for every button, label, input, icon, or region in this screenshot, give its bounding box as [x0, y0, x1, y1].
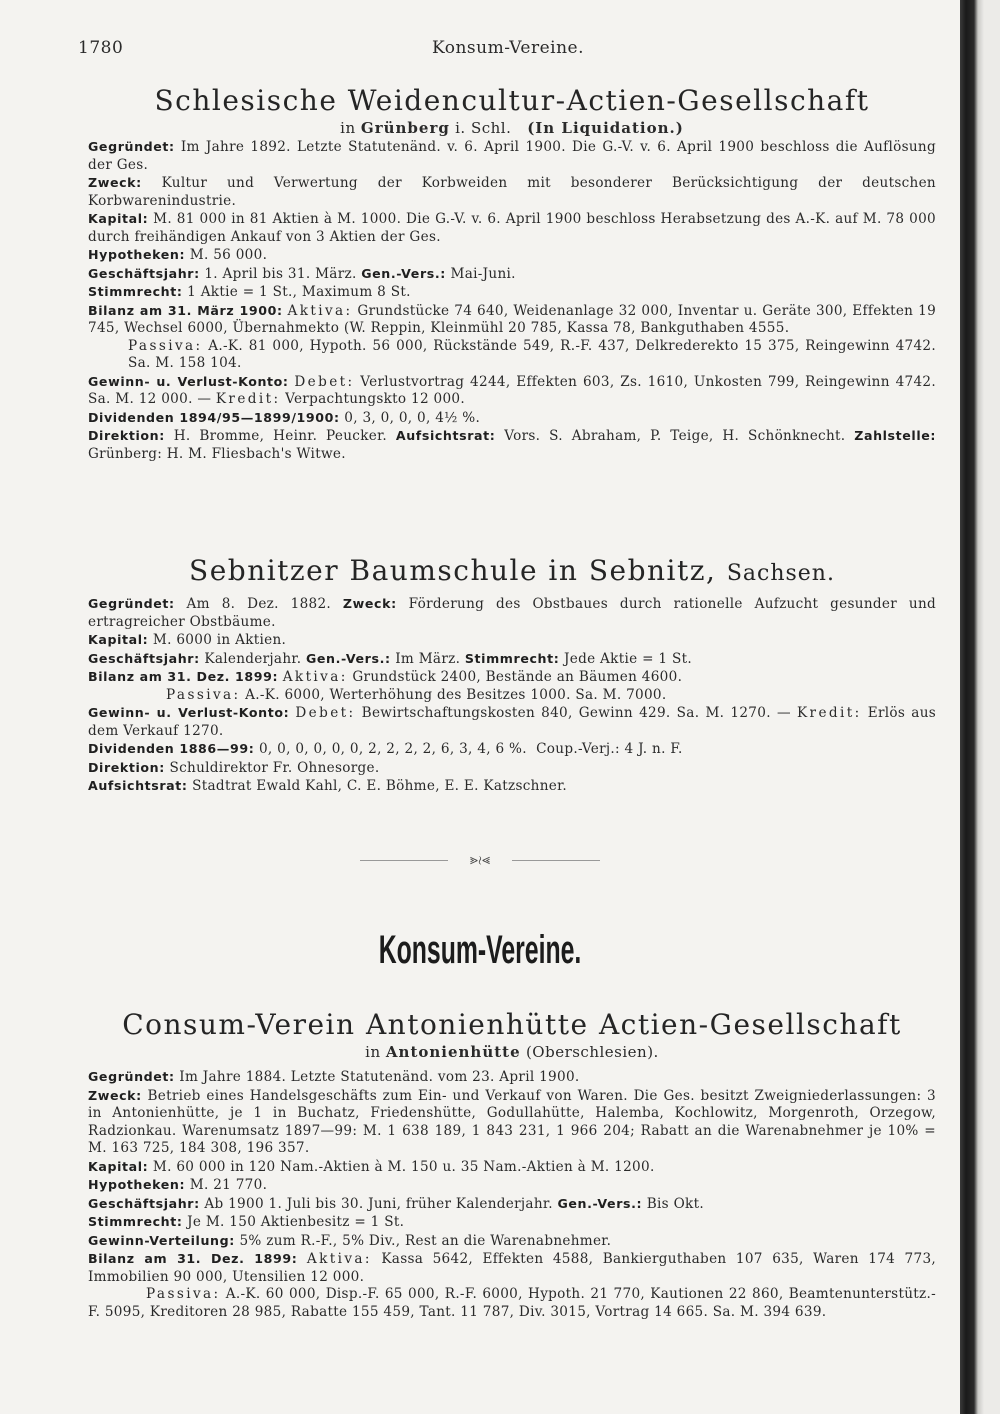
passiva-paragraph [88, 1286, 936, 1321]
kapital-paragraph [88, 1158, 936, 1177]
direktion-paragraph [88, 427, 936, 463]
kapital-paragraph [88, 210, 936, 246]
gewinnverteilung-paragraph [88, 1232, 936, 1251]
passiva-text: A.-K. 81 000, Hypoth. 56 000, Rückstände 549, R.-F. 437, Delkrederekto 15 375, Reingewinn 4742. Sa. M. 158 104. [128, 337, 937, 371]
location-suffix: (Oberschlesien). [525, 1043, 659, 1061]
location-prefix: in [365, 1043, 381, 1061]
section-heading: Konsum-Vereine. [378, 928, 582, 972]
stimmrecht-label: Stimmrecht: [88, 284, 183, 299]
entry-body [88, 138, 936, 463]
guv-label: Gewinn- u. Verlust-Konto: [88, 373, 289, 389]
hypotheken-paragraph [88, 1176, 936, 1195]
page-header [78, 38, 938, 58]
gegruendet-paragraph [88, 1068, 936, 1087]
gegruendet-paragraph [88, 138, 936, 174]
genvers-text: Mai-Juni. [450, 265, 516, 282]
stimmrecht-paragraph [88, 1213, 936, 1232]
entry-location [88, 1042, 936, 1062]
gegruendet-text: Am 8. Dez. 1882. [186, 596, 332, 612]
entry-sebnitzer-baumschule [88, 554, 936, 796]
passiva-paragraph [88, 338, 936, 373]
entry-title: Consum-Verein Antonienhütte Actien-Gesellschaft [122, 1008, 902, 1041]
debet-label: Debet: [295, 705, 356, 721]
direktion-paragraph [88, 759, 936, 778]
location-name: Grünberg [360, 119, 450, 137]
aktiva-text: Grundstück 2400, Bestände an Bäumen 4600. [352, 669, 683, 685]
hypotheken-label: Hypotheken: [88, 1177, 186, 1192]
entry-title-main: Sebnitzer Baumschule in Sebnitz, [189, 554, 717, 587]
hypotheken-text: M. 56 000. [189, 247, 268, 263]
passiva-label: Passiva: [128, 337, 203, 354]
aktiva-text: Kassa 5642, Effekten 4588, Bankierguthaben 107 635, Waren 174 773, Immobilien 90 000, Utensilien 12 000. [88, 1251, 937, 1285]
zahlstelle-label: Zahlstelle: [854, 428, 937, 443]
entry-title: Schlesische Weidencultur-Actien-Gesellschaft [154, 84, 870, 117]
dividenden-label: Dividenden 1894/95—1899/1900: [88, 409, 340, 425]
passiva-paragraph [88, 687, 936, 705]
location-name: Antonienhütte [385, 1043, 521, 1061]
kredit-text: Erlös aus dem Verkauf 1270. [88, 705, 937, 739]
zweck-paragraph [88, 174, 936, 210]
liquidation-status: (In Liquidation.) [527, 119, 684, 137]
genvers-text: Bis Okt. [646, 1195, 704, 1212]
entry-schlesische-weidencultur [88, 84, 936, 463]
passiva-label: Passiva: [166, 686, 241, 703]
debet-label: Debet: [294, 373, 355, 390]
direktion-text: H. Bromme, Heinr. Peucker. [173, 428, 388, 444]
zweck-text: Betrieb eines Handelsgeschäfts zum Ein- und Verkauf von Waren. Die Ges. besitzt Zweigniederlassungen: 3 in Antonienhütte, je 1 in Buchatz, Friedenshütte, Godullahütte, Halemba, Kochlowitz, Morgenroth, Orzegow, Radzionkau. Warenumsatz 1897—99: M. 1 638 189, 1 843 231, 1 966 204; Rabatt an die Warenabnehmer je 10% = M. 163 725, 184 308, 196 357. [88, 1087, 936, 1156]
divider-line-left [360, 860, 448, 861]
genvers-label: Gen.-Vers.: [557, 1195, 643, 1211]
passiva-label: Passiva: [146, 1286, 221, 1302]
stimmrecht-text: Jede Aktie = 1 St. [563, 650, 692, 667]
genvers-label: Gen.-Vers.: [361, 265, 446, 281]
zweck-label: Zweck: [88, 1087, 142, 1103]
guv-paragraph [88, 704, 936, 740]
genvers-label: Gen.-Vers.: [305, 650, 391, 666]
aufsichtsrat-label: Aufsichtsrat: [88, 778, 188, 793]
kapital-paragraph [88, 631, 936, 650]
direktion-label: Direktion: [88, 759, 165, 775]
gewinnverteilung-text: 5% zum R.-F., 5% Div., Rest an die Warenabnehmer. [239, 1232, 612, 1249]
page-number: 1780 [78, 38, 124, 58]
geschaeftsjahr-text: 1. April bis 31. März. [204, 265, 357, 282]
stimmrecht-paragraph [88, 283, 936, 302]
aktiva-text: Grundstücke 74 640, Weidenanlage 32 000, Inventar u. Geräte 300, Effekten 19 745, Wechsel 6000, Übernahmekto (W. Reppin, Kleinmühl 20 785, Kassa 78, Bankguthaben 4555. [88, 302, 937, 336]
entry-title-sub: Sachsen. [726, 561, 835, 586]
stimmrecht-text: Je M. 150 Aktienbesitz = 1 St. [187, 1214, 405, 1230]
aktiva-label: Aktiva: [287, 302, 353, 319]
dividenden-text: 0, 0, 0, 0, 0, 0, 2, 2, 2, 2, 6, 3, 4, 6 %. [258, 741, 527, 757]
stimmrecht-label: Stimmrecht: [464, 650, 560, 666]
zweck-text: Kultur und Verwertung der Korbweiden mit besonderer Berücksichtigung der deutschen Korbwarenindustrie. [88, 175, 936, 209]
kapital-label: Kapital: [88, 632, 149, 647]
ornament-glyph: ⪢≀⪡ [470, 852, 490, 868]
entry-consum-verein-antonienhuette [88, 1008, 936, 1321]
coupon-text: Coup.-Verj.: 4 J. n. F. [536, 741, 683, 757]
aufsichtsrat-label: Aufsichtsrat: [395, 428, 496, 443]
section-divider-ornament [360, 848, 600, 872]
zweck-text: Förderung des Obstbaues durch rationelle Aufzucht gesunder und ertragreicher Obstbäume. [88, 596, 937, 630]
kapital-label: Kapital: [88, 211, 149, 226]
geschaeftsjahr-text: Kalenderjahr. [204, 650, 302, 667]
hypotheken-paragraph [88, 246, 936, 265]
geschaeftsjahr-label: Geschäftsjahr: [88, 1195, 200, 1211]
aktiva-label: Aktiva: [282, 669, 348, 685]
kredit-text: Verpachtungskto 12 000. [285, 391, 466, 407]
bilanz-paragraph [88, 668, 936, 687]
gegruendet-paragraph [88, 595, 936, 631]
zweck-paragraph [88, 1087, 936, 1158]
geschaeftsjahr-paragraph [88, 650, 936, 669]
geschaeftsjahr-paragraph [88, 1195, 936, 1214]
gegruendet-text: Im Jahre 1884. Letzte Statutenänd. vom 23. April 1900. [179, 1069, 580, 1085]
geschaeftsjahr-label: Geschäftsjahr: [88, 650, 200, 666]
gegruendet-label: Gegründet: [88, 139, 175, 154]
gegruendet-label: Gegründet: [88, 1069, 175, 1084]
debet-text: Verlustvortrag 4244, Effekten 603, Zs. 1610, Unkosten 799, Reingewinn 4742. Sa. M. 12 000. — [88, 373, 936, 407]
dividenden-paragraph [88, 740, 936, 759]
zweck-label: Zweck: [342, 596, 397, 611]
kredit-label: Kredit: [215, 391, 281, 407]
entry-body [88, 595, 936, 796]
kapital-text: M. 81 000 in 81 Aktien à M. 1000. Die G.-V. v. 6. April 1900 beschloss Herabsetzung des A.-K. auf M. 78 000 durch freihändigen Ankauf von 3 Aktien der Ges. [88, 211, 936, 245]
kredit-label: Kredit: [797, 705, 862, 721]
stimmrecht-label: Stimmrecht: [88, 1214, 183, 1229]
direktion-label: Direktion: [88, 428, 165, 443]
gewinnverteilung-label: Gewinn-Verteilung: [88, 1232, 235, 1248]
guv-paragraph [88, 373, 936, 409]
aktiva-label: Aktiva: [306, 1251, 372, 1267]
gegruendet-text: Im Jahre 1892. Letzte Statutenänd. v. 6. April 1900. Die G.-V. v. 6. April 1900 beschloss die Auflösung der Ges. [88, 139, 936, 173]
kapital-text: M. 60 000 in 120 Nam.-Aktien à M. 150 u. 35 Nam.-Aktien à M. 1200. [152, 1158, 655, 1175]
aufsichtsrat-text: Vors. S. Abraham, P. Teige, H. Schönknecht. [504, 428, 846, 444]
geschaeftsjahr-text: Ab 1900 1. Juli bis 30. Juni, früher Kalenderjahr. [204, 1195, 553, 1212]
location-suffix: i. Schl. [455, 119, 512, 137]
geschaeftsjahr-paragraph [88, 265, 936, 284]
bilanz-label: Bilanz am 31. Dez. 1899: [88, 669, 279, 684]
guv-label: Gewinn- u. Verlust-Konto: [88, 705, 290, 720]
hypotheken-text: M. 21 770. [189, 1177, 268, 1193]
dividenden-text: 0, 3, 0, 0, 0, 4½ %. [344, 409, 481, 426]
bilanz-paragraph [88, 1250, 936, 1286]
zahlstelle-text: Grünberg: H. M. Fliesbach's Witwe. [88, 445, 346, 462]
stimmrecht-text: 1 Aktie = 1 St., Maximum 8 St. [187, 284, 411, 300]
entry-title [88, 554, 936, 591]
passiva-text: A.-K. 60 000, Disp.-F. 65 000, R.-F. 6000, Hypoth. 21 770, Kautionen 22 860, Beamtenunterstütz.-F. 5095, Kreditoren 28 985, Rabatte 155 459, Tant. 11 787, Div. 3015, Vortrag 14 665. Sa. M. 394 639. [88, 1286, 936, 1320]
kapital-label: Kapital: [88, 1158, 149, 1174]
passiva-text: A.-K. 6000, Werterhöhung des Besitzes 1000. Sa. M. 7000. [245, 686, 667, 703]
hypotheken-label: Hypotheken: [88, 247, 186, 262]
bilanz-label: Bilanz am 31. März 1900: [88, 302, 283, 318]
debet-text: Bewirtschaftungskosten 840, Gewinn 429. Sa. M. 1270. — [361, 705, 791, 721]
location-prefix: in [340, 119, 356, 137]
scan-edge-shadow [960, 0, 1000, 1414]
dividenden-paragraph [88, 409, 936, 428]
kapital-text: M. 6000 in Aktien. [152, 632, 287, 648]
entry-body [88, 1068, 936, 1321]
genvers-text: Im März. [395, 650, 461, 667]
aufsichtsrat-paragraph [88, 777, 936, 796]
zweck-label: Zweck: [88, 175, 142, 190]
aufsichtsrat-text: Stadtrat Ewald Kahl, C. E. Böhme, E. E. Katzschner. [192, 778, 568, 794]
geschaeftsjahr-label: Geschäftsjahr: [88, 265, 200, 281]
bilanz-label: Bilanz am 31. Dez. 1899: [88, 1251, 298, 1266]
gegruendet-label: Gegründet: [88, 596, 175, 611]
dividenden-label: Dividenden 1886—99: [88, 741, 255, 756]
running-title: Konsum-Vereine. [431, 38, 585, 58]
divider-line-right [512, 860, 600, 861]
direktion-text: Schuldirektor Fr. Ohnesorge. [169, 759, 380, 776]
entry-location [88, 118, 936, 138]
bilanz-paragraph [88, 302, 936, 338]
